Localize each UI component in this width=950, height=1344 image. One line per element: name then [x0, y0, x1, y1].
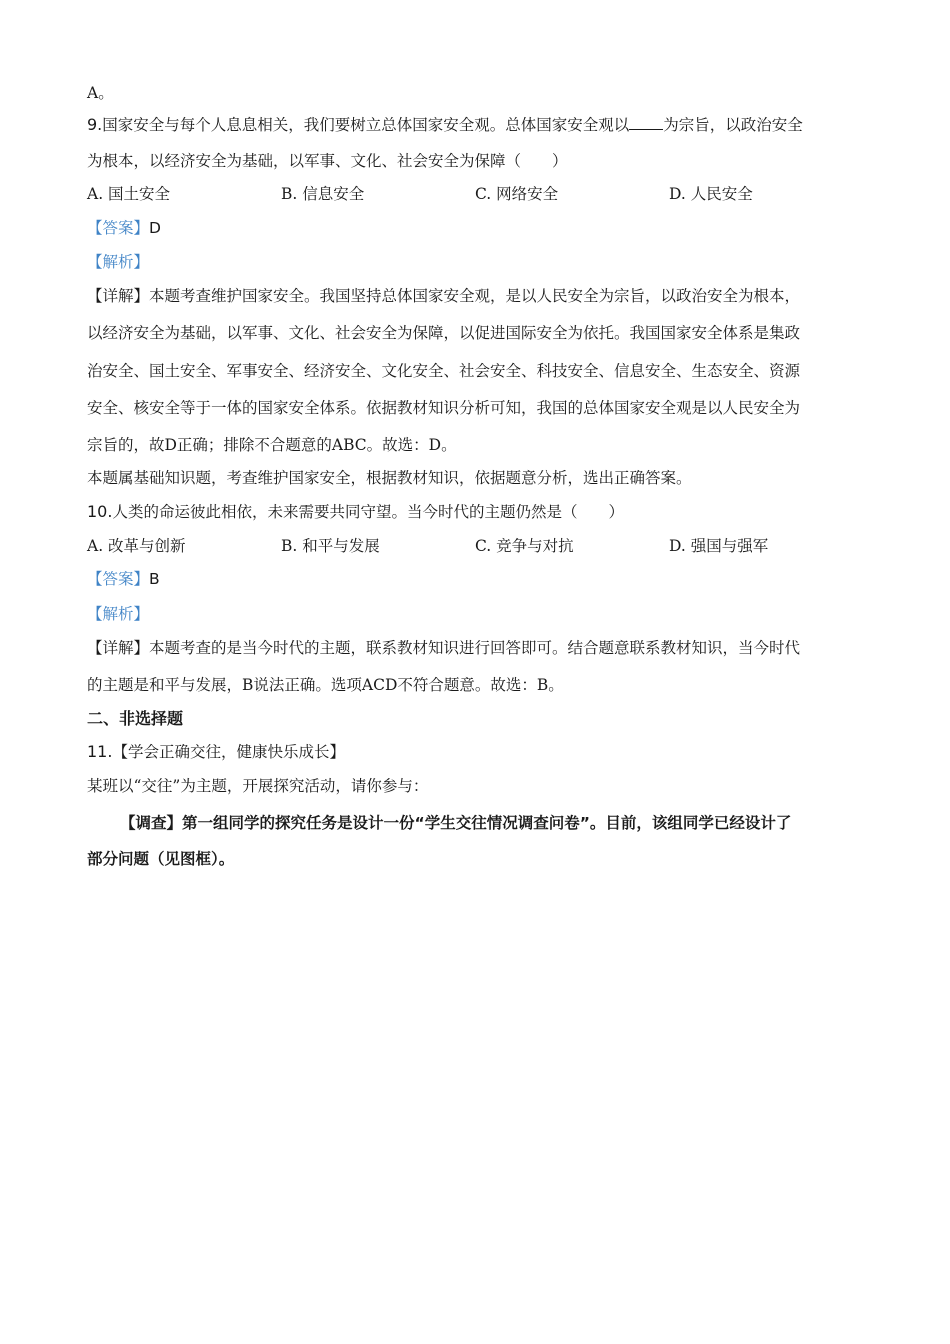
q11-title-line: [87, 742, 345, 762]
q9-detail-line2: 以经济安全为基础，以军事、文化、社会安全为保障，以促进国际安全为依托。我国国家安全体系是集政: [87, 324, 801, 342]
q9-detail-line4: 安全、核安全等于一体的国家安全体系。依据教材知识分析可知，我国的总体国家安全观是以人民安全为: [87, 399, 801, 417]
q9-detail-line1: [87, 286, 800, 306]
q9-option-c: C. 网络安全: [475, 185, 559, 203]
section2-heading: 二、非选择题: [87, 709, 184, 728]
q9-stem-part2: 为宗旨，以政治安全: [663, 116, 803, 134]
q9-detail-line3: 治安全、国土安全、军事安全、经济安全、文化安全、社会安全、科技安全、信息安全、生态安全、资源: [87, 362, 801, 380]
q10-detail-line1: [87, 638, 800, 658]
q9-detail-label: 【详解】: [87, 287, 150, 305]
q9-detail-line5: 宗旨的，故D正确；排除不合题意的ABC。故选：D。: [87, 436, 457, 454]
q10-number: 10.: [87, 502, 113, 521]
q11-survey-line1: 【调查】第一组同学的探究任务是设计一份“学生交往情况调查问卷”。目前，该组同学已经设计了: [120, 814, 792, 832]
q9-stem-line1: [87, 115, 803, 135]
q11-number: 11.: [87, 742, 113, 761]
q10-answer-value: B: [149, 570, 160, 588]
q10-detail-text1: 本题考查的是当今时代的主题，联系教材知识进行回答即可。结合题意联系教材知识，当今时代: [149, 639, 801, 657]
q9-answer: [87, 218, 161, 238]
prev-answer-tail: A。: [87, 84, 114, 102]
q9-number: 9.: [87, 115, 103, 134]
q9-option-a: A. 国土安全: [87, 185, 171, 203]
q10-stem: [87, 502, 624, 522]
q10-stem-text: 人类的命运彼此相依，未来需要共同守望。当今时代的主题仍然是（ ）: [112, 503, 624, 521]
q11-title: 【学会正确交往，健康快乐成长】: [112, 743, 345, 761]
q9-answer-label: 【答案】: [87, 219, 150, 237]
q10-answer-label: 【答案】: [87, 570, 150, 588]
q9-answer-blank: [629, 115, 663, 130]
q10-detail-label: 【详解】: [87, 639, 150, 657]
q10-analysis-label: 【解析】: [87, 605, 150, 623]
q11-survey-line2: 部分问题（见图框）。: [87, 850, 235, 868]
q10-detail-line2: 的主题是和平与发展，B说法正确。选项ACD不符合题意。故选：B。: [87, 676, 564, 694]
q9-note: 本题属基础知识题，考查维护国家安全，根据教材知识，依据题意分析，选出正确答案。: [87, 469, 692, 487]
q11-intro: 某班以“交往”为主题，开展探究活动，请你参与：: [87, 777, 429, 795]
q9-stem-part1: 国家安全与每个人息息相关，我们要树立总体国家安全观。总体国家安全观以: [102, 116, 630, 134]
q9-option-d: D. 人民安全: [669, 185, 753, 203]
q10-option-a: A. 改革与创新: [87, 537, 186, 555]
q9-option-b: B. 信息安全: [281, 185, 365, 203]
q10-option-b: B. 和平与发展: [281, 537, 380, 555]
q10-answer: [87, 569, 160, 589]
q10-option-c: C. 竞争与对抗: [475, 537, 574, 555]
q9-analysis-label: 【解析】: [87, 253, 150, 271]
q9-stem-line2: 为根本，以经济安全为基础，以军事、文化、社会安全为保障（ ）: [87, 152, 568, 170]
q9-detail-text1: 本题考查维护国家安全。我国坚持总体国家安全观，是以人民安全为宗旨，以政治安全为根本，: [149, 287, 801, 305]
q10-option-d: D. 强国与强军: [669, 537, 769, 555]
q9-answer-value: D: [149, 219, 161, 237]
